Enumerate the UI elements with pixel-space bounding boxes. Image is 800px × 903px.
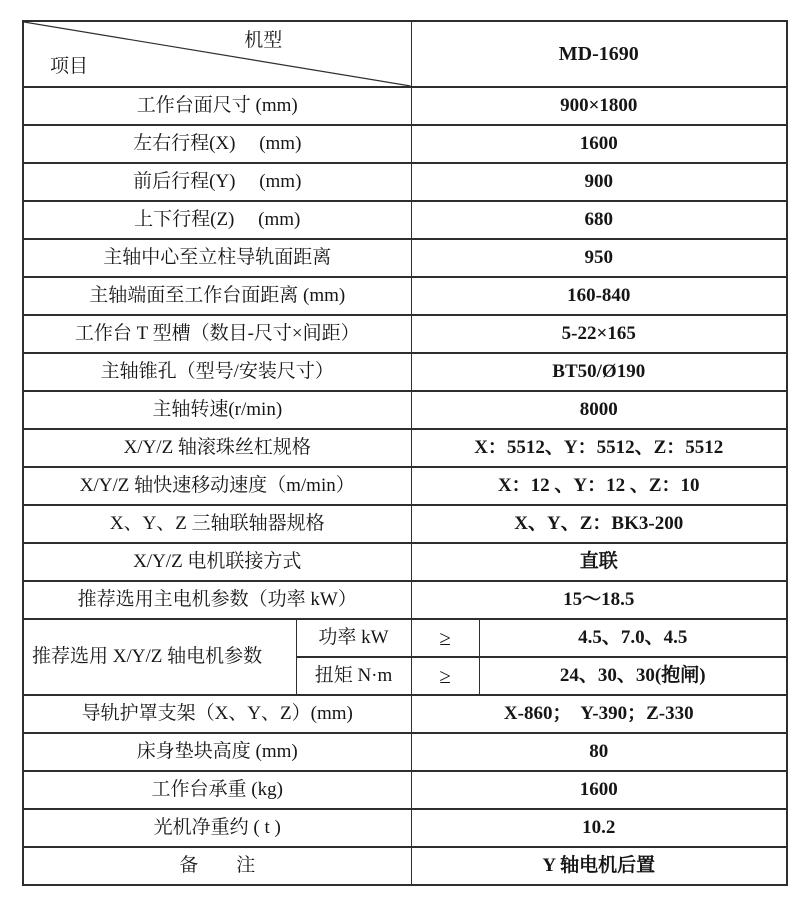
spec-row-bed-pad-height xyxy=(23,733,787,771)
spec-label: X/Y/Z 轴快速移动速度（m/min） xyxy=(23,467,411,505)
spec-label: X、Y、Z 三轴联轴器规格 xyxy=(23,505,411,543)
spec-label: 工作台面尺寸 (mm) xyxy=(23,87,411,125)
spec-label: 左右行程(X) (mm) xyxy=(23,125,411,163)
spec-value: Y 轴电机后置 xyxy=(411,847,787,885)
header-item-label: 项目 xyxy=(50,56,89,78)
header-row xyxy=(23,21,787,87)
spec-row-main-motor xyxy=(23,581,787,619)
spec-value: 680 xyxy=(411,201,787,239)
spec-value: 10.2 xyxy=(411,809,787,847)
diagonal-header-cell xyxy=(23,21,411,87)
spec-label: X/Y/Z 轴滚珠丝杠规格 xyxy=(23,429,411,467)
spec-label: 主轴转速(r/min) xyxy=(23,391,411,429)
motor-param-name: 扭矩 N·m xyxy=(296,657,411,695)
spec-value: 5-22×165 xyxy=(411,315,787,353)
spec-label: 备 注 xyxy=(23,847,411,885)
motor-param-row-power xyxy=(23,619,787,657)
spec-label: 工作台 T 型槽（数目-尺寸×间距） xyxy=(23,315,411,353)
spec-row-guard-bracket xyxy=(23,695,787,733)
spec-label: 主轴中心至立柱导轨面距离 xyxy=(23,239,411,277)
spec-row-net-weight xyxy=(23,809,787,847)
spec-row-spindle-speed xyxy=(23,391,787,429)
spec-row-coupling-spec xyxy=(23,505,787,543)
spec-label: 床身垫块高度 (mm) xyxy=(23,733,411,771)
greater-equal-symbol: ≥ xyxy=(411,619,479,657)
spec-label: 上下行程(Z) (mm) xyxy=(23,201,411,239)
machine-spec-table xyxy=(22,20,788,886)
greater-equal-symbol: ≥ xyxy=(411,657,479,695)
spec-value: 1600 xyxy=(411,771,787,809)
spec-value: X：12 、Y：12 、Z：10 xyxy=(411,467,787,505)
motor-param-value: 4.5、7.0、4.5 xyxy=(479,619,787,657)
spec-row-x-travel xyxy=(23,125,787,163)
motor-param-name: 功率 kW xyxy=(296,619,411,657)
spec-row-ballscrew-spec xyxy=(23,429,787,467)
spec-value: 900×1800 xyxy=(411,87,787,125)
spec-value: X：5512、Y：5512、Z：5512 xyxy=(411,429,787,467)
spec-value: 950 xyxy=(411,239,787,277)
spec-value: BT50/Ø190 xyxy=(411,353,787,391)
spec-label: 前后行程(Y) (mm) xyxy=(23,163,411,201)
spec-row-y-travel xyxy=(23,163,787,201)
spec-label: 工作台承重 (kg) xyxy=(23,771,411,809)
spec-label: 主轴锥孔（型号/安装尺寸） xyxy=(23,353,411,391)
spec-value: 15～18.5 xyxy=(411,581,787,619)
spec-row-z-travel xyxy=(23,201,787,239)
header-machine-type-label: 机型 xyxy=(244,30,283,51)
spec-value: 8000 xyxy=(411,391,787,429)
spec-row-spindle-to-column xyxy=(23,239,787,277)
spec-label: 光机净重约 ( t ) xyxy=(23,809,411,847)
spec-row-spindle-taper xyxy=(23,353,787,391)
spec-value: 80 xyxy=(411,733,787,771)
spec-value: 1600 xyxy=(411,125,787,163)
spec-row-t-slot xyxy=(23,315,787,353)
spec-value: 160-840 xyxy=(411,277,787,315)
model-header-cell: MD-1690 xyxy=(411,21,787,87)
spec-label: 导轨护罩支架（X、Y、Z）(mm) xyxy=(23,695,411,733)
spec-label: 主轴端面至工作台面距离 (mm) xyxy=(23,277,411,315)
motor-param-value: 24、30、30(抱闸) xyxy=(479,657,787,695)
spec-value: X-860； Y-390；Z-330 xyxy=(411,695,787,733)
spec-row-spindle-to-table xyxy=(23,277,787,315)
spec-row-remarks xyxy=(23,847,787,885)
motor-params-label: 推荐选用 X/Y/Z 轴电机参数 xyxy=(23,619,296,695)
spec-row-table-load xyxy=(23,771,787,809)
spec-value: X、Y、Z：BK3-200 xyxy=(411,505,787,543)
spec-value: 900 xyxy=(411,163,787,201)
spec-row-rapid-speed xyxy=(23,467,787,505)
spec-value: 直联 xyxy=(411,543,787,581)
spec-row-motor-connection xyxy=(23,543,787,581)
spec-label: X/Y/Z 电机联接方式 xyxy=(23,543,411,581)
spec-row-worktable-size xyxy=(23,87,787,125)
spec-label: 推荐选用主电机参数（功率 kW） xyxy=(23,581,411,619)
